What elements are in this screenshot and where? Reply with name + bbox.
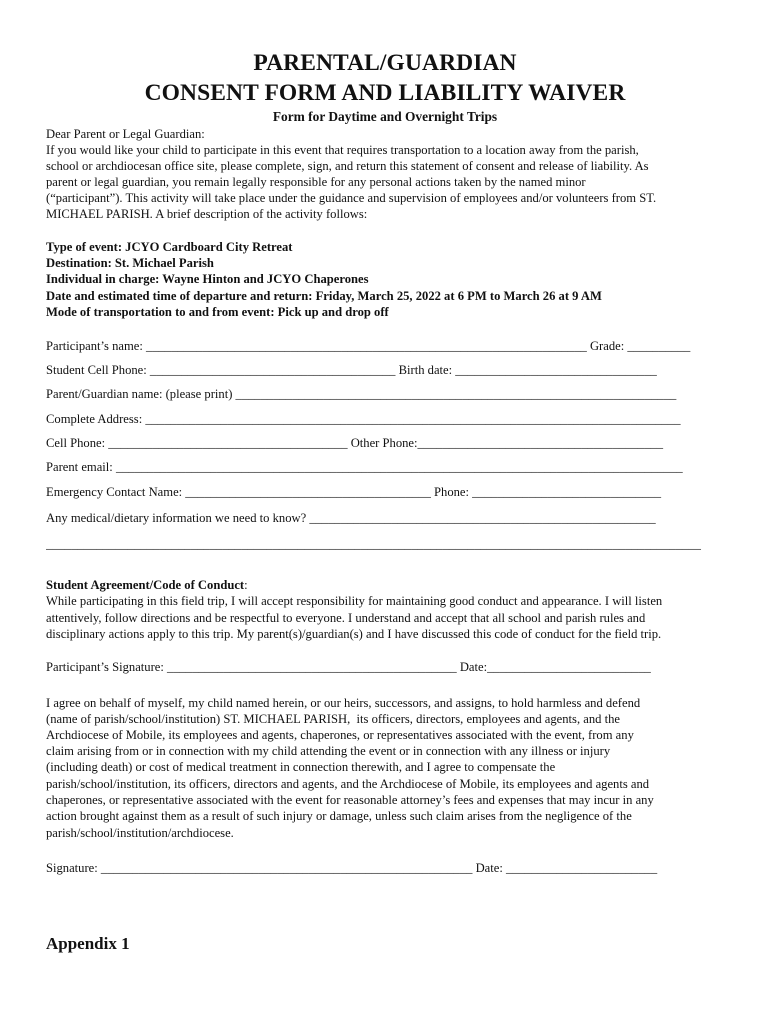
salutation: Dear Parent or Legal Guardian: bbox=[46, 127, 205, 141]
waiver-line: chaperones, or representative associated with the event for reasonable attorney’s fees and expenses that may incur in any bbox=[46, 793, 654, 807]
student-cell-phone-field[interactable]: Student Cell Phone: _______________________________________ Birth date: ________________________________ bbox=[46, 363, 657, 377]
waiver-line: (name of parish/school/institution) ST. MICHAEL PARISH, its officers, directors, employees and agents, and the bbox=[46, 712, 620, 726]
title-line-2: CONSENT FORM AND LIABILITY WAIVER bbox=[144, 80, 626, 106]
complete-address-field[interactable]: Complete Address: _____________________________________________________________________________________ bbox=[46, 412, 681, 426]
waiver-line: parish/school/institution, its officers, directors and agents, and the Archdiocese of Mobile, its employees and agents and bbox=[46, 777, 650, 791]
participant-name-field[interactable]: Participant’s name: ______________________________________________________________________ Grade: __________ bbox=[46, 339, 691, 353]
form-subtitle: Form for Daytime and Overnight Trips bbox=[272, 109, 498, 124]
waiver-line: action brought against them as a result of such injury or damage, unless such claim arises from the negligence of the bbox=[46, 809, 632, 823]
intro-line: MICHAEL PARISH. A brief description of the activity follows: bbox=[46, 207, 368, 221]
event-type: Type of event: JCYO Cardboard City Retreat bbox=[46, 240, 293, 254]
waiver-line: (including death) or cost of medical treatment in connection therewith, and I agree to compensate the bbox=[46, 760, 556, 774]
intro-line: If you would like your child to participate in this event that requires transportation to a location away from the parish, bbox=[46, 143, 639, 157]
emergency-contact-field[interactable]: Emergency Contact Name: _______________________________________ Phone: ______________________________ bbox=[46, 485, 662, 499]
conduct-line: disciplinary actions apply to this trip. My parent(s)/guardian(s) and I have discussed this code of conduct for the field trip. bbox=[46, 627, 662, 641]
event-transportation: Mode of transportation to and from event: Pick up and drop off bbox=[46, 305, 389, 319]
waiver-line: parish/school/institution/archdiocese. bbox=[46, 826, 234, 840]
title-line-1: PARENTAL/GUARDIAN bbox=[253, 50, 517, 76]
parent-guardian-name-field[interactable]: Parent/Guardian name: (please print) ______________________________________________________________________ bbox=[46, 387, 677, 401]
intro-line: (“participant”). This activity will take place under the guidance and supervision of employees and/or volunteers from ST. bbox=[46, 191, 657, 205]
waiver-line: I agree on behalf of myself, my child named herein, or our heirs, successors, and assigns, to hold harmless and defend bbox=[46, 696, 641, 710]
parent-email-field[interactable]: Parent email: __________________________________________________________________________________________ bbox=[46, 460, 683, 474]
participant-signature-field[interactable]: Participant’s Signature: ______________________________________________ Date:__________________________ bbox=[46, 660, 651, 674]
event-dates: Date and estimated time of departure and return: Friday, March 25, 2022 at 6 PM to March 26 at 9 AM bbox=[46, 289, 602, 303]
conduct-line: attentively, follow directions and be respectful to everyone. I understand and accept that all school and parish rules and bbox=[46, 611, 646, 625]
event-destination: Destination: St. Michael Parish bbox=[46, 256, 214, 270]
intro-line: parent or legal guardian, you remain legally responsible for any personal actions taken by the named minor bbox=[46, 175, 586, 189]
conduct-heading bbox=[46, 577, 736, 593]
conduct-heading-colon: : bbox=[244, 578, 248, 592]
appendix-heading: Appendix 1 bbox=[46, 934, 130, 953]
cell-phone-field[interactable]: Cell Phone: ______________________________________ Other Phone:_______________________________________ bbox=[46, 436, 664, 450]
waiver-line: Archdiocese of Mobile, its employees and agents, chaperones, or representatives associated with the event, from any bbox=[46, 728, 634, 742]
medical-dietary-field[interactable]: Any medical/dietary information we need to know? _______________________________________________________ bbox=[46, 511, 656, 525]
intro-line: school or archdiocesan office site, please complete, sign, and return this statement of consent and release of liability. As bbox=[46, 159, 649, 173]
waiver-line: claim arising from or in connection with my child attending the event or in connection with any illness or injury bbox=[46, 744, 611, 758]
conduct-line: While participating in this field trip, I will accept responsibility for maintaining good conduct and appearance. I will listen bbox=[46, 594, 663, 608]
medical-dietary-continuation-line[interactable]: ________________________________________________________________________________________________________ bbox=[46, 537, 701, 551]
event-individual-in-charge: Individual in charge: Wayne Hinton and JCYO Chaperones bbox=[46, 272, 369, 286]
conduct-heading-text: Student Agreement/Code of Conduct bbox=[46, 578, 245, 592]
signature-field[interactable]: Signature: ___________________________________________________________ Date: ________________________ bbox=[46, 861, 658, 875]
